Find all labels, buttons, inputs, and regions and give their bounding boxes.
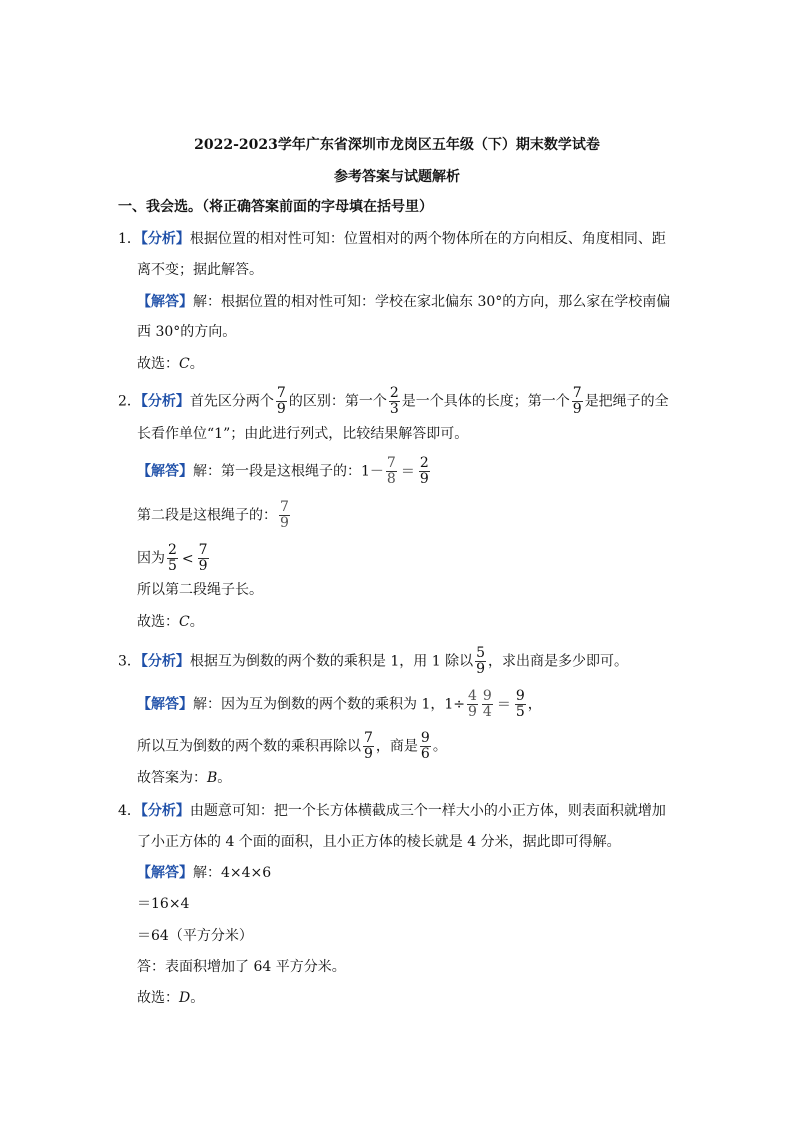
q1-analysis-line2: 离不变；据此解答。 (137, 262, 263, 278)
q3-analysis-text-b: ，求出商是多少即可。 (488, 653, 629, 670)
denominator: 9 (572, 401, 582, 417)
q4-answer-line2: ＝16×4 (137, 896, 190, 912)
numerator: 7 (276, 385, 286, 401)
answer-tag: 【解答】 (137, 865, 193, 881)
fraction-9-5 (515, 689, 526, 720)
q2-analysis-text-b: 的区别：第一个 (288, 393, 387, 410)
q4-answer-line3: ＝64（平方分米） (137, 928, 253, 944)
q1-analysis-line1 (118, 229, 666, 249)
q3-choice-prefix: 故答案为： (137, 770, 207, 786)
equals-sign: ＝ (400, 463, 415, 480)
denominator: 5 (168, 558, 177, 574)
q2-answer-line4: 所以第二段绳子长。 (137, 582, 263, 598)
denominator: 8 (386, 471, 396, 487)
q4-analysis-text1: 由题意可知：把一个长方体横截成三个一样大小的小正方体，则表面积就增加 (189, 803, 666, 819)
q4-choice-suffix: 。 (190, 990, 205, 1006)
q2-choice-prefix: 故选： (137, 614, 179, 630)
comma: ， (527, 696, 542, 713)
q3-choice-suffix: 。 (217, 770, 232, 786)
q1-number: 1． (118, 231, 141, 247)
q1-answer-line2: 西 30°的方向。 (137, 324, 237, 340)
denominator: 5 (515, 704, 525, 720)
answer-tag: 【解答】 (137, 294, 193, 310)
numerator: 2 (168, 542, 177, 558)
q2-line3-prefix: 因为 (137, 550, 165, 567)
denominator: 9 (419, 471, 429, 487)
q4-choice (137, 988, 204, 1008)
q3-number: 3． (118, 653, 141, 670)
q2-number: 2． (118, 393, 141, 410)
q2-analysis-line2: 长看作单位“1”；由此进行列式，比较结果解答即可。 (137, 426, 469, 442)
fraction-9-4 (482, 689, 493, 720)
denominator: 4 (482, 704, 492, 720)
analysis-tag: 【分析】 (140, 803, 190, 819)
denominator: 9 (276, 401, 286, 417)
denominator: 9 (468, 704, 477, 720)
q2-choice (137, 612, 204, 632)
document-title: 2022-2023学年广东省深圳市龙岗区五年级（下）期末数学试卷 (194, 137, 600, 153)
fraction-9-6 (420, 731, 431, 762)
q4-number: 4． (118, 803, 141, 819)
q2-answer-text: 解：第一段是这根绳子的：1－ (193, 463, 384, 480)
section-heading: 一、我会选。（将正确答案前面的字母填在括号里） (118, 199, 433, 215)
fraction-4-9 (467, 689, 478, 720)
q4-analysis-line1 (118, 801, 666, 821)
q2-analysis-line1 (118, 386, 669, 417)
denominator: 6 (420, 746, 430, 762)
denominator: 3 (389, 401, 399, 417)
q3-line2-text-a: 所以互为倒数的两个数的乘积再除以 (137, 738, 361, 755)
q1-answer-line1 (137, 292, 670, 312)
denominator: 9 (280, 515, 289, 531)
q2-line2-text: 第二段是这根绳子的： (137, 507, 277, 524)
q1-answer-text1: 解：根据位置的相对性可知：学校在家北偏东 30°的方向，那么家在学校南偏 (193, 294, 671, 310)
fraction-7-9 (363, 731, 374, 762)
q4-answer-line4: 答：表面积增加了 64 平方分米。 (137, 959, 346, 975)
document-subtitle: 参考答案与试题解析 (334, 169, 460, 185)
numerator: 7 (572, 385, 582, 401)
denominator: 9 (198, 558, 208, 574)
q2-analysis-text-c: 是一个具体的长度；第一个 (401, 393, 570, 410)
numerator: 4 (468, 688, 477, 704)
numerator: 9 (420, 730, 430, 746)
numerator: 7 (386, 455, 396, 471)
q3-choice-letter: B (207, 770, 218, 786)
q4-choice-prefix: 故选： (137, 990, 179, 1006)
fraction-7-8 (386, 456, 397, 487)
q3-answer-line2 (137, 731, 447, 762)
q1-choice-letter: C (179, 356, 190, 372)
q3-line2-text-b: ，商是 (375, 738, 418, 755)
numerator: 2 (419, 455, 429, 471)
fraction-7-9 (572, 386, 583, 417)
numerator: 5 (476, 645, 486, 661)
q3-line2-text-c: 。 (432, 738, 447, 755)
analysis-tag: 【分析】 (140, 653, 190, 670)
fraction-2-9 (419, 456, 430, 487)
fraction-7-9 (198, 543, 209, 574)
numerator: 2 (389, 385, 399, 401)
numerator: 9 (482, 688, 492, 704)
fraction-2-3 (389, 386, 400, 417)
q2-analysis-text-a: 首先区分两个 (189, 393, 274, 410)
numerator: 7 (364, 730, 373, 746)
q4-choice-letter: D (179, 990, 191, 1006)
fraction-7-9 (279, 500, 290, 531)
less-than-sign: < (181, 550, 194, 567)
q4-answer-text: 解：4×4×6 (193, 865, 272, 881)
numerator: 7 (280, 499, 289, 515)
q3-answer-text: 解：因为互为倒数的两个数的乘积为 1，1÷ (193, 696, 465, 713)
q3-answer-line1 (137, 689, 542, 720)
fraction-5-9 (475, 646, 486, 677)
answer-tag: 【解答】 (137, 696, 193, 713)
q4-answer-line1 (137, 863, 271, 883)
q3-analysis-text-a: 根据互为倒数的两个数的乘积是 1，用 1 除以 (189, 653, 474, 670)
q2-analysis-text-d: 是把绳子的全 (584, 393, 669, 410)
analysis-tag: 【分析】 (140, 393, 190, 410)
q3-analysis-line1 (118, 646, 628, 677)
q4-analysis-line2: 了小正方体的 4 个面的面积，且小正方体的棱长就是 4 分米，据此即可得解。 (137, 834, 621, 850)
q3-choice (137, 768, 231, 788)
numerator: 7 (198, 542, 208, 558)
analysis-tag: 【分析】 (140, 231, 190, 247)
q2-answer-line2 (137, 500, 292, 531)
q2-answer-line1 (137, 456, 432, 487)
answer-tag: 【解答】 (137, 463, 193, 480)
q2-choice-suffix: 。 (189, 614, 204, 630)
denominator: 9 (364, 746, 373, 762)
fraction-7-9 (276, 386, 287, 417)
q2-choice-letter: C (179, 614, 190, 630)
q2-answer-line3 (137, 543, 211, 574)
q1-choice-suffix: 。 (189, 356, 204, 372)
numerator: 9 (515, 688, 525, 704)
equals-sign: ＝ (496, 696, 511, 713)
denominator: 9 (476, 661, 486, 677)
q1-choice (137, 354, 204, 374)
fraction-2-5 (167, 543, 178, 574)
q1-choice-prefix: 故选： (137, 356, 179, 372)
q1-analysis-text1: 根据位置的相对性可知：位置相对的两个物体所在的方向相反、角度相同、距 (189, 231, 666, 247)
